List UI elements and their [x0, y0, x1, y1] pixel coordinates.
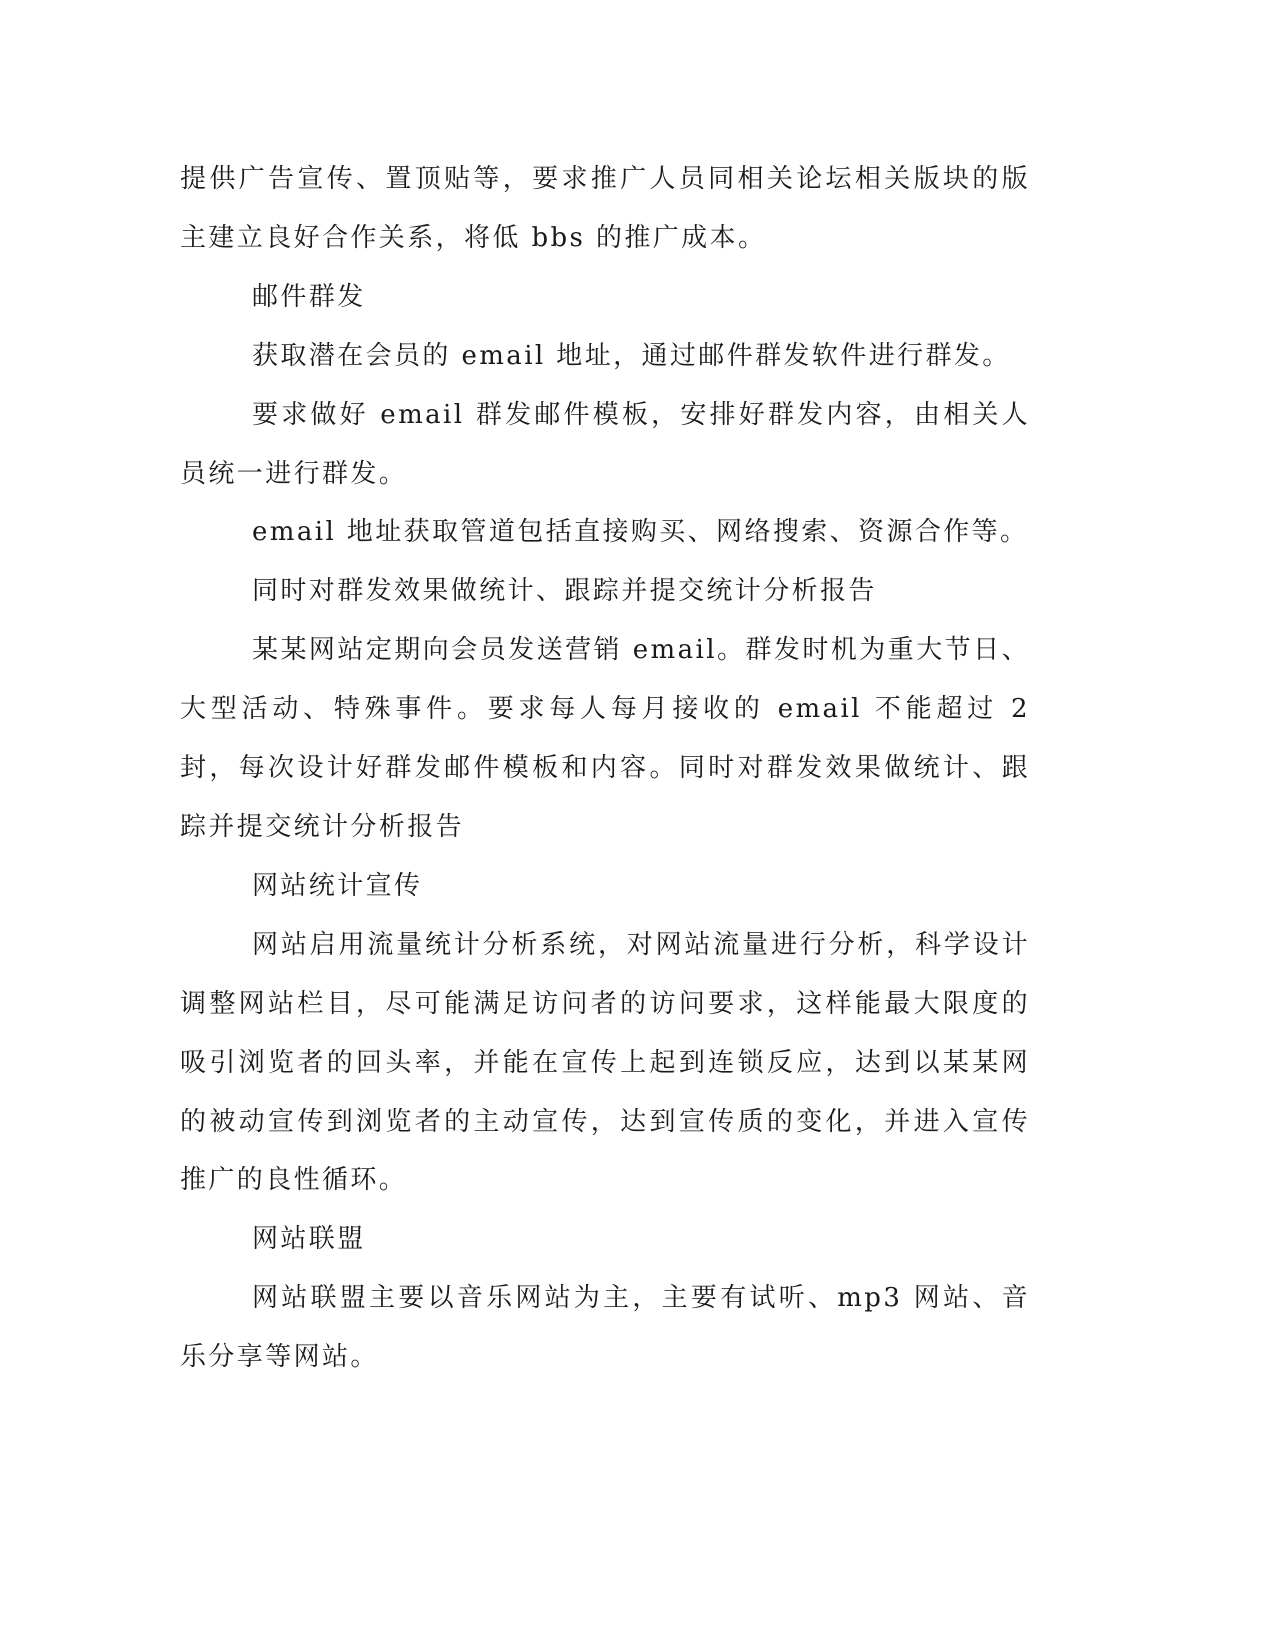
paragraph: 网站启用流量统计分析系统，对网站流量进行分析，科学设计调整网站栏目，尽可能满足访问者的访问要求，这样能最大限度的吸引浏览者的回头率，并能在宣传上起到连锁反应，达到以某某网的被动宣传到浏览者的主动宣传，达到宣传质的变化，并进入宣传推广的良性循环。 [180, 929, 1030, 1196]
section-heading-site-alliance: 网站联盟 [252, 1224, 366, 1255]
paragraph: 某某网站定期向会员发送营销 email。群发时机为重大节日、大型活动、特殊事件。要求每人每月接收的 email 不能超过 2 封，每次设计好群发邮件模板和内容。同时对群发效果做统计、跟踪并提交统计分析报告 [180, 635, 1030, 842]
section-heading-email: 邮件群发 [252, 281, 366, 312]
section-heading-site-stats: 网站统计宣传 [252, 870, 423, 901]
paragraph: email 地址获取管道包括直接购买、网络搜索、资源合作等。 [252, 517, 1029, 548]
document-body [180, 150, 1030, 1387]
paragraph: 提供广告宣传、置顶贴等，要求推广人员同相关论坛相关版块的版主建立良好合作关系，将低 bbs 的推广成本。 [180, 164, 1030, 253]
paragraph: 同时对群发效果做统计、跟踪并提交统计分析报告 [252, 576, 877, 607]
paragraph: 网站联盟主要以音乐网站为主，主要有试听、mp3 网站、音乐分享等网站。 [180, 1283, 1030, 1373]
paragraph: 获取潜在会员的 email 地址，通过邮件群发软件进行群发。 [252, 340, 1011, 371]
paragraph: 要求做好 email 群发邮件模板，安排好群发内容，由相关人员统一进行群发。 [180, 399, 1030, 489]
